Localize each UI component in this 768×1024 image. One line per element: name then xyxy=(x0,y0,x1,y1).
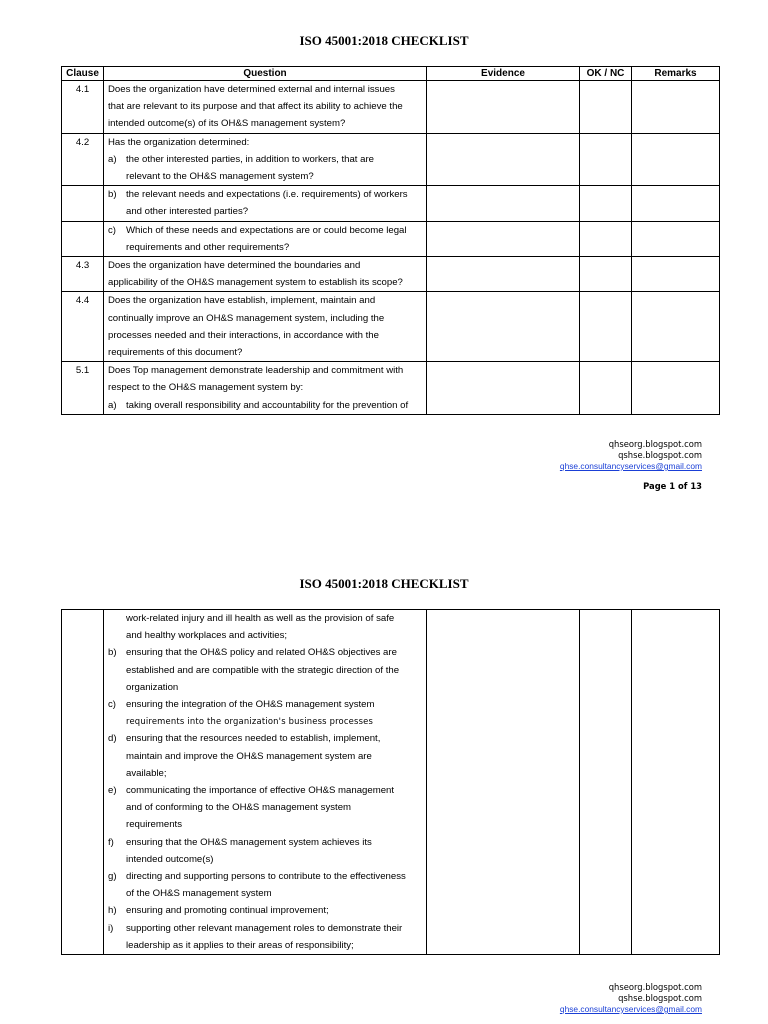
question-cell xyxy=(104,257,427,292)
clause-cell xyxy=(62,186,104,221)
question-text: and other interested parties? xyxy=(126,206,249,218)
question-list-item xyxy=(108,920,422,937)
question-text: and of conforming to the OH&S management system xyxy=(126,802,352,814)
question-text: that are relevant to its purpose and that affect its ability to achieve the xyxy=(108,101,403,113)
table-row xyxy=(62,133,720,186)
remarks-cell[interactable] xyxy=(632,362,720,415)
clause-cell xyxy=(62,221,104,256)
page-footer-2 xyxy=(560,982,702,1015)
question-text: established and are compatible with the strategic direction of the xyxy=(126,664,400,676)
clause-cell: 4.3 xyxy=(62,257,104,292)
ok-nc-cell[interactable] xyxy=(580,221,632,256)
remarks-cell[interactable] xyxy=(632,221,720,256)
clause-cell: 4.2 xyxy=(62,133,104,186)
table-row xyxy=(62,81,720,134)
page-title-2: ISO 45001:2018 CHECKLIST xyxy=(299,576,469,591)
footer-site-1[interactable]: qhseorg.blogspot.com xyxy=(608,439,702,449)
question-list-item xyxy=(108,902,422,919)
question-text: Has the organization determined: xyxy=(108,136,250,148)
page-footer xyxy=(560,439,702,492)
footer-email-link[interactable]: qhse.consultancyservices@gmail.com xyxy=(559,1004,702,1014)
question-cell xyxy=(104,81,427,134)
clause-cell xyxy=(62,610,104,955)
question-text: requirements of this document? xyxy=(108,347,243,359)
checklist-table-page-2 xyxy=(61,609,720,955)
remarks-cell[interactable] xyxy=(632,133,720,186)
question-text: Does the organization have determined external and internal issues xyxy=(108,84,395,95)
question-text: ensuring that the resources needed to establish, implement, xyxy=(126,733,381,745)
table-row xyxy=(62,362,720,415)
question-list-item xyxy=(108,222,422,239)
evidence-cell[interactable] xyxy=(427,81,580,134)
evidence-cell[interactable] xyxy=(427,292,580,362)
question-list-item xyxy=(108,151,422,168)
question-cell xyxy=(104,292,427,362)
evidence-cell[interactable] xyxy=(427,186,580,221)
evidence-cell[interactable] xyxy=(427,133,580,186)
question-list-item xyxy=(108,782,422,799)
question-cell xyxy=(104,186,427,221)
remarks-cell[interactable] xyxy=(632,610,720,955)
list-marker: c) xyxy=(108,699,116,711)
question-text: leadership as it applies to their areas of responsibility; xyxy=(126,939,354,951)
question-text: supporting other relevant management roles to demonstrate their xyxy=(126,922,403,934)
question-text: ensuring that the OH&S policy and related OH&S objectives are xyxy=(126,647,397,659)
question-cell xyxy=(104,133,427,186)
list-marker: h) xyxy=(108,905,117,917)
question-text: ensuring that the OH&S management system achieves its xyxy=(126,836,372,848)
question-text: the relevant needs and expectations (i.e. requirements) of workers xyxy=(126,189,408,201)
question-list-item xyxy=(108,644,422,661)
question-text: intended outcome(s) of its OH&S management system? xyxy=(108,118,346,130)
question-list-item xyxy=(108,868,422,885)
ok-nc-cell[interactable] xyxy=(580,81,632,134)
evidence-cell[interactable] xyxy=(427,610,580,955)
question-cell xyxy=(104,610,427,955)
question-text: and healthy workplaces and activities; xyxy=(126,630,288,642)
clause-cell: 5.1 xyxy=(62,362,104,415)
remarks-cell[interactable] xyxy=(632,292,720,362)
column-header-question: Question xyxy=(104,67,427,81)
question-text: directing and supporting persons to contribute to the effectiveness xyxy=(126,871,406,883)
ok-nc-cell[interactable] xyxy=(580,362,632,415)
footer-site-2[interactable]: qshse.blogspot.com xyxy=(618,450,702,460)
evidence-cell[interactable] xyxy=(427,362,580,415)
list-marker: d) xyxy=(108,733,117,745)
question-list-item xyxy=(108,186,422,203)
list-marker: c) xyxy=(108,224,116,236)
question-text: applicability of the OH&S management system to establish its scope? xyxy=(108,277,403,289)
list-marker: e) xyxy=(108,785,117,797)
question-list-item xyxy=(108,834,422,851)
question-text: requirements into the organization's business processes xyxy=(126,716,374,727)
question-text: relevant to the OH&S management system? xyxy=(126,171,314,183)
question-text: Does the organization have determined the boundaries and xyxy=(108,260,361,272)
evidence-cell[interactable] xyxy=(427,221,580,256)
table-row xyxy=(62,257,720,292)
question-text: available; xyxy=(126,767,167,779)
question-text: of the OH&S management system xyxy=(126,888,272,900)
question-text: continually improve an OH&S management system, including the xyxy=(108,312,385,324)
ok-nc-cell[interactable] xyxy=(580,257,632,292)
column-header-ok-nc: OK / NC xyxy=(580,67,632,81)
column-header-remarks: Remarks xyxy=(632,67,720,81)
question-list-item xyxy=(108,730,422,747)
footer-email-link[interactable]: qhse.consultancyservices@gmail.com xyxy=(559,461,702,471)
list-marker: a) xyxy=(108,399,117,411)
question-text: ensuring and promoting continual improvement; xyxy=(126,905,329,917)
list-marker: b) xyxy=(108,189,117,201)
question-text: the other interested parties, in addition to workers, that are xyxy=(126,153,374,165)
clause-cell: 4.4 xyxy=(62,292,104,362)
footer-site-1[interactable]: qhseorg.blogspot.com xyxy=(608,982,702,992)
list-marker: b) xyxy=(108,647,117,659)
ok-nc-cell[interactable] xyxy=(580,292,632,362)
question-text: Which of these needs and expectations are or could become legal xyxy=(126,224,407,236)
question-text: communicating the importance of effective OH&S management xyxy=(126,785,395,797)
question-cell xyxy=(104,362,427,415)
list-marker: i) xyxy=(108,922,114,934)
list-marker: g) xyxy=(108,871,117,883)
question-text: requirements xyxy=(126,819,182,831)
remarks-cell[interactable] xyxy=(632,81,720,134)
footer-site-2[interactable]: qshse.blogspot.com xyxy=(618,993,702,1003)
list-marker: f) xyxy=(108,836,114,848)
ok-nc-cell[interactable] xyxy=(580,610,632,955)
question-text: requirements and other requirements? xyxy=(126,241,290,253)
table-row xyxy=(62,186,720,221)
page-title: ISO 45001:2018 CHECKLIST xyxy=(299,33,469,48)
remarks-cell[interactable] xyxy=(632,257,720,292)
clause-cell: 4.1 xyxy=(62,81,104,134)
table-header-row xyxy=(62,67,720,81)
column-header-evidence: Evidence xyxy=(427,67,580,81)
question-text: Does the organization have establish, implement, maintain and xyxy=(108,295,376,307)
question-text: taking overall responsibility and accountability for the prevention of xyxy=(126,399,409,411)
question-text: respect to the OH&S management system by: xyxy=(108,382,304,394)
question-cell xyxy=(104,221,427,256)
question-text: organization xyxy=(126,681,179,693)
question-text: work-related injury and ill health as well as the provision of safe xyxy=(126,613,395,624)
question-text: Does Top management demonstrate leadership and commitment with xyxy=(108,365,404,377)
question-text: ensuring the integration of the OH&S management system xyxy=(126,699,375,711)
ok-nc-cell[interactable] xyxy=(580,186,632,221)
checklist-table-page-1 xyxy=(61,66,720,415)
question-list-item xyxy=(108,397,422,414)
table-row xyxy=(62,221,720,256)
remarks-cell[interactable] xyxy=(632,186,720,221)
ok-nc-cell[interactable] xyxy=(580,133,632,186)
question-text: processes needed and their interactions, in accordance with the xyxy=(108,329,379,341)
question-text: maintain and improve the OH&S management system are xyxy=(126,750,372,762)
list-marker: a) xyxy=(108,153,117,165)
question-list-item xyxy=(108,696,422,713)
column-header-clause: Clause xyxy=(62,67,104,81)
table-row xyxy=(62,292,720,362)
table-row xyxy=(62,610,720,955)
page-number: Page 1 of 13 xyxy=(643,481,702,491)
question-text: intended outcome(s) xyxy=(126,853,214,865)
evidence-cell[interactable] xyxy=(427,257,580,292)
